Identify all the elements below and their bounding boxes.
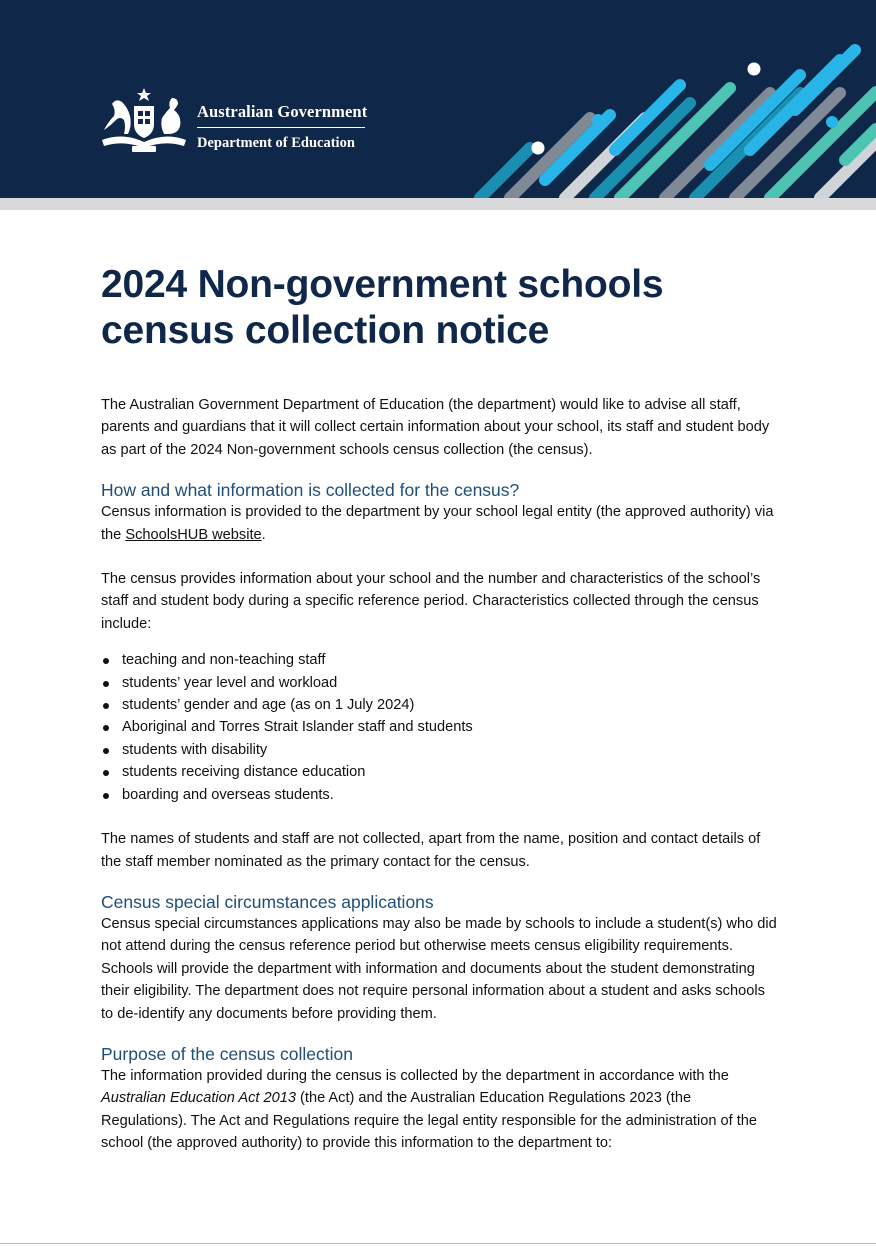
section1-p1-end: . xyxy=(261,526,266,543)
act-title: Australian Education Act 2013 xyxy=(101,1090,296,1107)
list-item: students’ year level and workload xyxy=(122,672,781,694)
list-item: students with disability xyxy=(122,739,781,761)
document-title xyxy=(101,262,781,354)
section1-paragraph-3: The names of students and staff are not collected, apart from the name, position and contact details of the staff member nominated as the primary contact for the census. xyxy=(101,831,761,870)
list-item: students receiving distance education xyxy=(122,761,781,783)
section2-paragraph-1: Census special circumstances applications may also be made by schools to include a student(s) who did not attend during the census reference period but otherwise meets census eligibility requirements. Schools will provide the department with information and documents about the student demonstrating their eligibility. The department does not require personal information about a student and asks schools to de-identify any documents before providing them. xyxy=(101,915,777,1022)
list-item: boarding and overseas students. xyxy=(122,784,781,806)
list-item: students’ gender and age (as on 1 July 2024) xyxy=(122,694,781,716)
government-name: Australian Government xyxy=(197,102,368,121)
section3-p1-end: (the Act) and the Australian Education Regulations 2023 (the Regulations). The Act and Regulations require the legal entity responsible for the administration of the school (the approved authority) to provide this information to the department to: xyxy=(101,1090,758,1152)
page-header xyxy=(0,0,876,198)
section3-p1-text: The information provided during the census is collected by the department in accordance with the xyxy=(101,1067,729,1084)
section1-p1-text: Census information is provided to the department by your school legal entity (the approved authority) via the xyxy=(101,504,774,543)
government-wordmark xyxy=(197,102,367,151)
department-name: Department of Education xyxy=(197,135,355,151)
schoolshub-website-link[interactable]: SchoolsHUB website xyxy=(125,526,262,543)
section3-paragraph-1 xyxy=(101,1065,781,1155)
section-heading-purpose: Purpose of the census collection xyxy=(101,1043,353,1064)
list-item: Aboriginal and Torres Strait Islander staff and students xyxy=(122,716,781,738)
wordmark-divider xyxy=(197,127,365,128)
title-line-2: census collection notice xyxy=(101,309,550,352)
section1-paragraph-2: The census provides information about your school and the number and characteristics of the school’s staff and student body during a specific reference period. Characteristics collected through the census include: xyxy=(101,571,761,632)
section1-paragraph-1 xyxy=(101,501,781,546)
intro-paragraph: The Australian Government Department of Education (the department) would like to advise all staff, parents and guardians that it will collect certain information about your school, its staff and student body as part of the 2024 Non-government schools census collection (the census). xyxy=(101,397,770,458)
title-line-1: 2024 Non-government schools xyxy=(101,263,664,306)
characteristics-list xyxy=(101,649,781,806)
document-body xyxy=(101,262,781,1155)
header-divider xyxy=(0,198,876,210)
decorative-stripes xyxy=(470,0,876,198)
section-heading-special-circumstances: Census special circumstances applications xyxy=(101,891,434,912)
page-bottom-edge xyxy=(0,1243,876,1244)
list-item: teaching and non-teaching staff xyxy=(122,649,781,671)
section-heading-how-what: How and what information is collected for the census? xyxy=(101,480,520,501)
coat-of-arms-icon xyxy=(98,86,190,154)
